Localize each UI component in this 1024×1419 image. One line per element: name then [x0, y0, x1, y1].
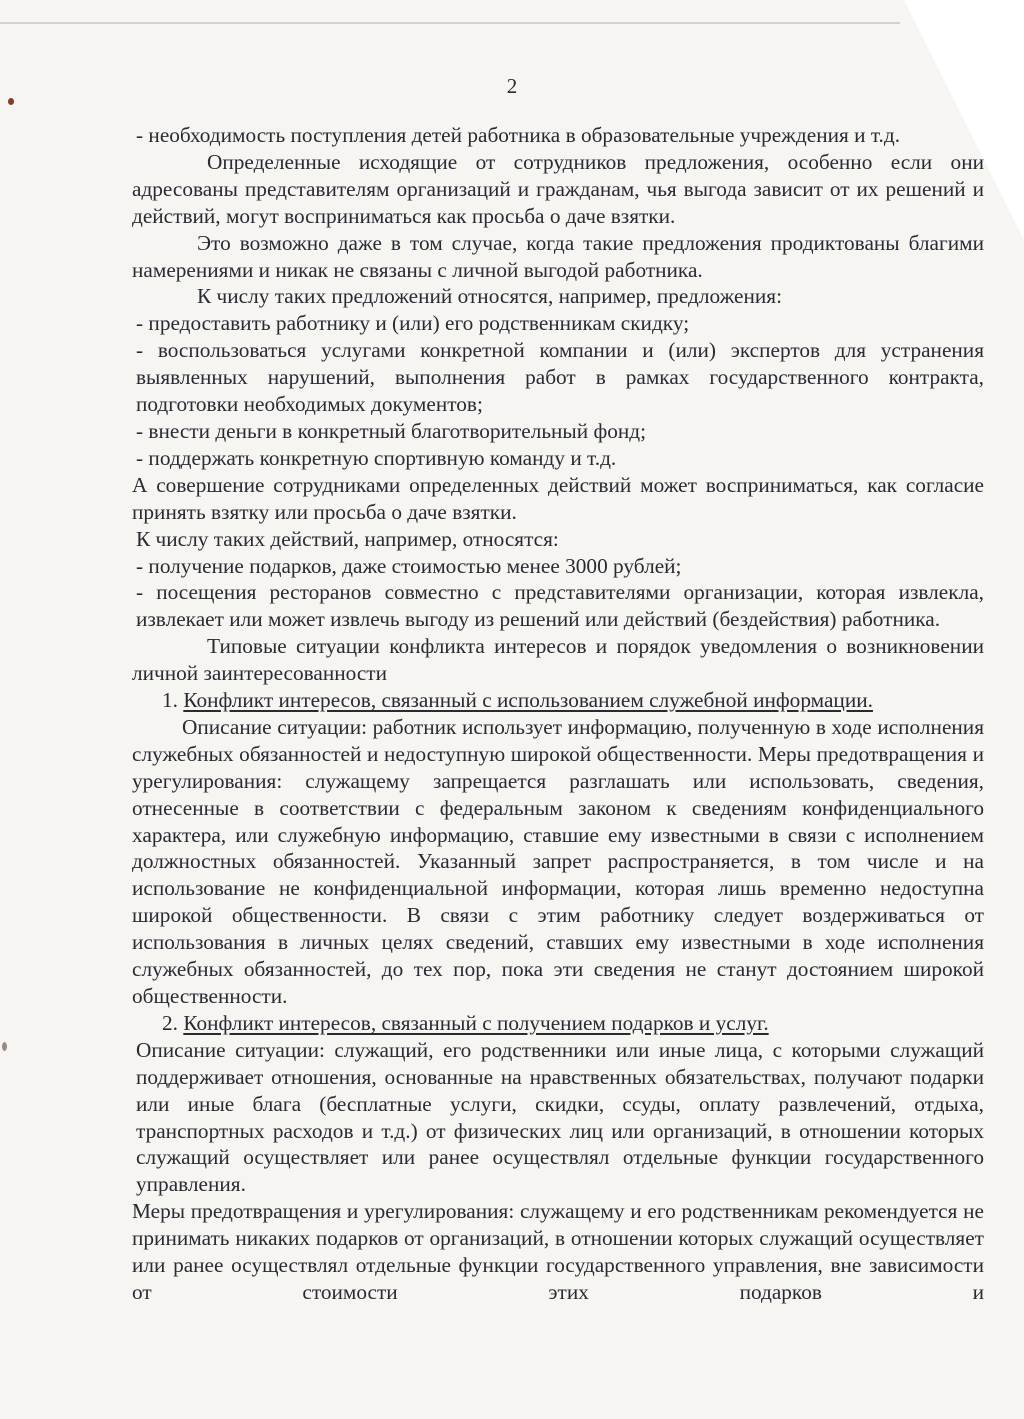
- paragraph: Это возможно даже в том случае, когда такие предложения продиктованы благими намерениями и никак не связаны с личной выгодой работника.: [132, 230, 984, 282]
- paragraph: К числу таких действий, например, относятся:: [136, 526, 559, 551]
- section-2-description: Описание ситуации: служащий, его родственники или иные лица, с которыми служащий поддерживает отношения, основанные на нравственных обязательствах, получают подарки или иные блага (бесплатные услуги, скидки, ссуды, оплату развлечений, отдыха, транспортных расходов и т.д.) от физических лиц или организаций, в отношении которых служащий осуществляет или ранее осуществлял отдельные функции государственного управления.: [136, 1037, 984, 1197]
- scan-edge-line: [0, 22, 900, 24]
- list-item: - поддержать конкретную спортивную команду и т.д.: [136, 445, 617, 470]
- paragraph: Определенные исходящие от сотрудников предложения, особенно если они адресованы представителям организаций и гражданам, чья выгода зависит от их решений и действий, могут восприниматься как просьба о даче взятки.: [132, 149, 984, 228]
- list-item: - воспользоваться услугами конкретной компании и (или) экспертов для устранения выявленных нарушений, выполнения работ в рамках государственного контракта, подготовки необходимых документов;: [136, 338, 984, 417]
- page-number: 2: [506, 74, 518, 98]
- section-1-title: Конфликт интересов, связанный с использованием служебной информации.: [183, 688, 873, 713]
- list-item: - внести деньги в конкретный благотворительный фонд;: [136, 418, 647, 443]
- section-2-heading: [132, 1010, 984, 1037]
- paragraph: К числу таких предложений относятся, например, предложения:: [197, 284, 783, 309]
- section-1-description: Описание ситуации: работник использует информацию, полученную в ходе исполнения служебных обязанностей и недоступную широкой общественности. Меры предотвращения и урегулирования: служащему запрещается разглашать или использовать, сведения, отнесенные в соответствии с федеральным законом к сведениям конфиденциального характера, или служебную информацию, ставшие ему известными в связи с исполнением должностных обязанностей. Указанный запрет распространяется, в том числе и на использование не конфиденциальной информации, которая лишь временно недоступна широкой общественности. В связи с этим работнику следует воздерживаться от использования в личных целях сведений, ставших ему известными в ходе исполнения служебных обязанностей, до тех пор, пока эти сведения не станут достоянием широкой общественности.: [132, 714, 984, 1008]
- paragraph: - необходимость поступления детей работника в образовательные учреждения и т.д.: [136, 123, 901, 147]
- list-item: - посещения ресторанов совместно с представителями организации, которая извлекла, извлекает или может извлечь выгоду из решений или действий (бездействия) работника.: [136, 580, 984, 632]
- section-2-number: 2.: [162, 1010, 178, 1035]
- paragraph: А совершение сотрудниками определенных действий может восприниматься, как согласие принять взятку или просьба о даче взятки.: [132, 472, 984, 524]
- section-1-heading: [132, 687, 984, 714]
- section-2-measures: Меры предотвращения и урегулирования: служащему и его родственникам рекомендуется не принимать никаких подарков от организаций, в отношении которых служащий осуществляет или ранее осуществлял отдельные функции государственного управления, вне зависимости от стоимости этих подарков и: [132, 1199, 984, 1304]
- document-body: [132, 122, 984, 1306]
- list-item: - получение подарков, даже стоимостью менее 3000 рублей;: [136, 553, 682, 578]
- list-item: - предоставить работнику и (или) его родственникам скидку;: [136, 311, 690, 336]
- scan-speck: [8, 98, 14, 105]
- section-intro: Типовые ситуации конфликта интересов и порядок уведомления о возникновении личной заинтересованности: [132, 634, 984, 686]
- section-1-number: 1.: [162, 688, 178, 713]
- section-2-title: Конфликт интересов, связанный с получением подарков и услуг.: [183, 1010, 769, 1035]
- scan-speck: [2, 1042, 7, 1051]
